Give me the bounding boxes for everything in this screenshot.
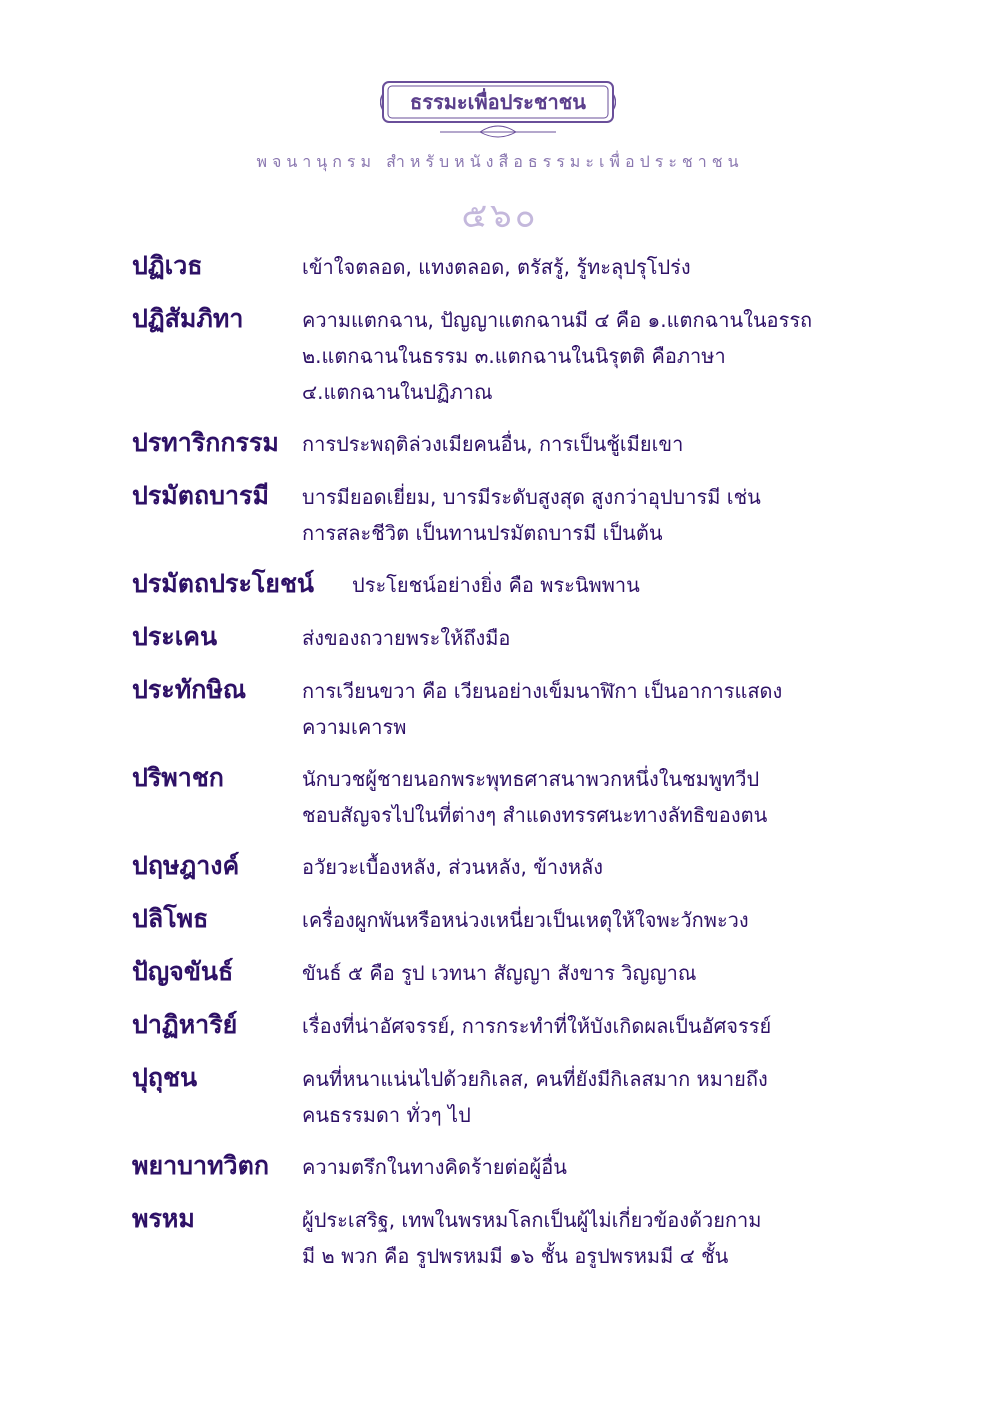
dictionary-entry [132,423,872,463]
header-logo [380,80,616,146]
entry-term: ปุถุชน [132,1063,198,1092]
definition-line: ขันธ์ ๕ คือ รูป เวทนา สัญญา สังขาร วิญญาณ [302,961,697,985]
entry-term: ปฤษฎางค์ [132,851,240,880]
definition-line: ความเคารพ [302,715,407,739]
dictionary-entry [132,952,872,992]
entry-definition [302,617,872,656]
entry-definition [302,670,872,745]
entry-definition [302,1058,872,1133]
definition-line: เครื่องผูกพันหรือหน่วงเหนี่ยวเป็นเหตุให้ใจพะวักพะวง [302,908,749,932]
entry-term: ประทักษิณ [132,675,247,704]
entry-definition [302,758,872,833]
definition-line: การเวียนขวา คือ เวียนอย่างเข็มนาฬิกา เป็นอาการแสดง [302,679,783,703]
definition-line: นักบวชผู้ชายนอกพระพุทธศาสนาพวกหนึ่งในชมพูทวีป [302,767,760,791]
dictionary-entry [132,1146,872,1186]
entry-definition [302,1005,872,1044]
entry-definition [302,423,872,462]
definition-line: คนธรรมดา ทั่วๆ ไป [302,1103,471,1127]
entry-definition [302,299,872,410]
entry-term: ปรทาริกกรรม [132,428,279,457]
dictionary-entry [132,246,872,286]
page-subtitle: พจนานุกรม สำหรับหนังสือธรรมะเพื่อประชาชน [256,152,744,171]
entry-definition [302,899,872,938]
definition-line: ความแตกฉาน, ปัญญาแตกฉานมี ๔ คือ ๑.แตกฉานในอรรถ [302,308,813,332]
definition-line: ส่งของถวายพระให้ถึงมือ [302,626,511,650]
page-number: ๕๖๐ [461,196,539,236]
entry-term: พรหม [132,1204,195,1233]
entry-term: ปรมัตถบารมี [132,481,269,510]
definition-line: การสละชีวิต เป็นทานปรมัตถบารมี เป็นต้น [302,521,663,545]
entry-definition [302,1199,872,1274]
definition-line: การประพฤติล่วงเมียคนอื่น, การเป็นชู้เมียเขา [302,432,684,456]
entry-definition [302,846,872,885]
entry-term: ปัญจขันธ์ [132,957,234,986]
dictionary-entry [132,564,872,604]
entry-definition [302,476,872,551]
entry-term: ปริพาชก [132,763,224,792]
entry-term: พยาบาทวิตก [132,1151,269,1180]
dictionary-entry [132,1058,872,1133]
definition-line: บารมียอดเยี่ยม, บารมีระดับสูงสุด สูงกว่าอุปบารมี เช่น [302,485,761,509]
dictionary-entries [132,246,872,1287]
dictionary-entry [132,758,872,833]
entry-term: ประเคน [132,622,218,651]
definition-line: ๒.แตกฉานในธรรม ๓.แตกฉานในนิรุตติ คือภาษา [302,344,726,368]
definition-line: ชอบสัญจรไปในที่ต่างๆ สำแดงทรรศนะทางลัทธิของตน [302,803,768,827]
entry-definition [352,564,872,603]
definition-line: ประโยชน์อย่างยิ่ง คือ พระนิพพาน [352,573,640,597]
dictionary-entry [132,1199,872,1274]
definition-line: ผู้ประเสริฐ, เทพในพรหมโลกเป็นผู้ไม่เกี่ยวข้องด้วยกาม [302,1208,762,1232]
dictionary-entry [132,476,872,551]
entry-definition [302,1146,872,1185]
entry-term: ปฏิสัมภิทา [132,304,244,333]
dictionary-entry [132,670,872,745]
entry-definition [302,246,872,285]
definition-line: ๔.แตกฉานในปฏิภาณ [302,380,493,404]
entry-definition [302,952,872,991]
logo-title: ธรรมะเพื่อประชาชน [410,90,586,114]
entry-term: ปลิโพธ [132,904,209,933]
entry-term: ปฏิเวธ [132,251,203,280]
dictionary-entry [132,899,872,939]
definition-line: เข้าใจตลอด, แทงตลอด, ตรัสรู้, รู้ทะลุปรุโปร่ง [302,255,691,279]
definition-line: เรื่องที่น่าอัศจรรย์, การกระทำที่ให้บังเกิดผลเป็นอัศจรรย์ [302,1014,772,1038]
definition-line: อวัยวะเบื้องหลัง, ส่วนหลัง, ข้างหลัง [302,855,604,879]
entry-term: ปาฏิหาริย์ [132,1010,238,1039]
dictionary-entry [132,846,872,886]
definition-line: ความตรึกในทางคิดร้ายต่อผู้อื่น [302,1155,567,1179]
dictionary-entry [132,617,872,657]
definition-line: คนที่หนาแน่นไปด้วยกิเลส, คนที่ยังมีกิเลสมาก หมายถึง [302,1067,768,1091]
definition-line: มี ๒ พวก คือ รูปพรหมมี ๑๖ ชั้น อรูปพรหมมี ๔ ชั้น [302,1244,729,1268]
dictionary-entry [132,1005,872,1045]
dictionary-entry [132,299,872,410]
entry-term: ปรมัตถประโยชน์ [132,569,315,598]
